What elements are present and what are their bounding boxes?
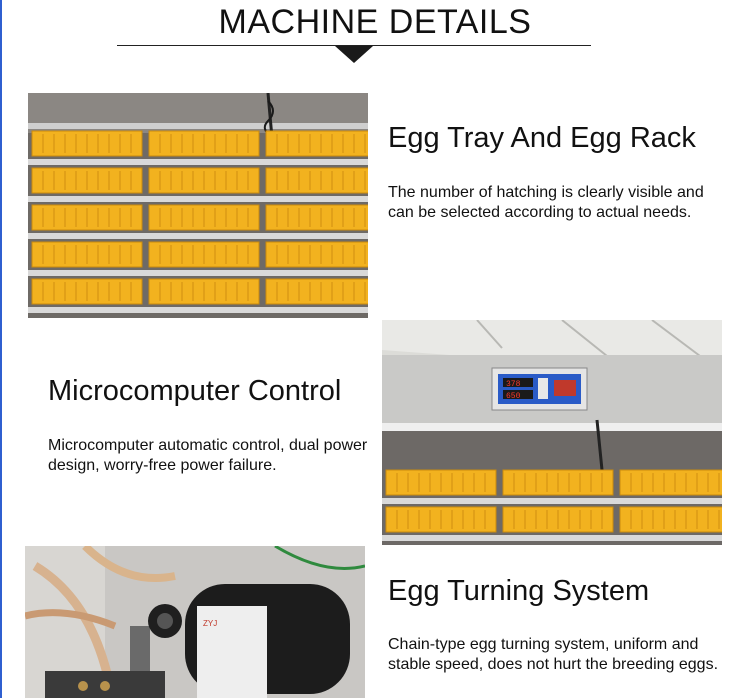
svg-text:ZYJ: ZYJ — [203, 619, 218, 628]
egg-turning-heading: Egg Turning System — [388, 575, 650, 607]
microcomputer-heading: Microcomputer Control — [48, 375, 342, 407]
down-arrow-icon — [335, 46, 373, 63]
controller-photo — [382, 320, 722, 545]
egg-tray-heading: Egg Tray And Egg Rack — [388, 122, 696, 154]
left-frame-line — [0, 0, 2, 698]
egg-tray-description: The number of hatching is clearly visible and can be selected according to actual needs. — [388, 184, 704, 221]
page-title: MACHINE DETAILS — [218, 3, 532, 41]
svg-text:650: 650 — [506, 392, 521, 401]
egg-turning-motor-photo — [25, 546, 365, 698]
egg-tray-rack-photo — [28, 93, 368, 318]
egg-turning-description: Chain-type egg turning system, uniform and stable speed, does not hurt the breeding eggs. — [388, 636, 719, 673]
svg-text:378: 378 — [506, 380, 521, 389]
microcomputer-description: Microcomputer automatic control, dual power design, worry-free power failure. — [48, 437, 368, 474]
